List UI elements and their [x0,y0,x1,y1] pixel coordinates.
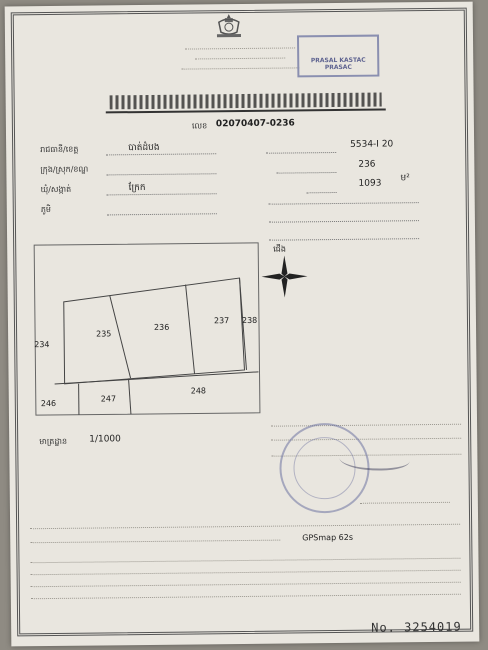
province-value: បាត់ដំបង [128,142,160,154]
parcel-label-235: 235 [96,329,112,339]
scale-label: មាត្រដ្ឋាន [39,436,68,447]
prasac-stamp [297,35,379,78]
compass-rose-icon [259,253,309,300]
map-sheet-value: 5534-I 20 [350,139,394,150]
province-label: រាជធានី/ខេត្ត [40,144,79,155]
certificate-number: 02070407-0236 [215,118,295,130]
north-label: ជើង [273,244,286,254]
parcel-label-238: 238 [241,315,258,325]
parcel-label-246: 246 [40,398,57,409]
commune-value: ក្រែក [128,183,146,194]
area-unit: ម² [400,173,410,184]
certificate-title [110,93,382,110]
area-value: 1093 [358,178,382,189]
certificate-number-label: លេខ [191,121,208,131]
parcel-label-237: 237 [213,316,230,326]
parcel-label-236: 236 [153,322,170,332]
parcel-label-248: 248 [190,386,207,396]
royal-emblem-icon [213,12,245,40]
parcel-label-234: 234 [34,340,50,350]
scale-value: 1/1000 [89,434,121,445]
parcel-number-value: 236 [358,159,376,170]
stamp-text: PRASAL KASTAC PRASAC [310,56,366,72]
certificate-serial: No. 3254019 [371,619,462,635]
parcel-label-247: 247 [100,394,117,404]
district-label: ក្រុង/ស្រុក/ខណ្ឌ [40,164,89,175]
certificate-sheet [5,2,480,647]
parcel-map [33,242,261,416]
village-label: ភូមិ [40,204,51,215]
gps-device-value: GPSmap 62s [302,532,354,543]
commune-label: ឃុំ/សង្កាត់ [40,184,72,195]
